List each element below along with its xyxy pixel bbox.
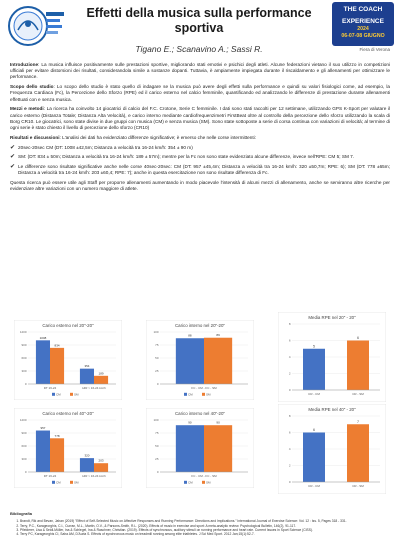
- data-label: 90: [216, 420, 220, 425]
- reference-item: 1. Brandt, Rik and Bevan, Jahan (2019) "Effect of Self-Selected Music on Affective Responses and Running Performance: Directions and Implications." International Journal of Exercise Science: Vol. 12 : Iss. 5, Pages 318 - 331.: [20, 519, 390, 523]
- reference-item: 3. Pfleiderer, Lisa & Seidl-Müller, Ina & Schlegel, Ina & Raschner, Christian. (2019). Effects of synchronous, auditory stimuli on running performance and heart rate. Current Issues in Sport Science (CISS).: [20, 528, 390, 532]
- intro-text: : La musica influisce positivamente sulle prestazioni sportive, migliorando stati emotivi e psichici degli atleti. Alcune federazioni vietano il suo utilizzo in competizioni ufficiali per evitare distorsioni dei risultati, considerandola simile a sostanze dopanti. Tuttavia, è ampiamente impiegata durante il riscaldamento e gli allenamenti per ottimizzare le performance.: [10, 62, 390, 80]
- bar: [204, 338, 232, 384]
- legend-swatch: [52, 393, 55, 396]
- data-label: 1008: [39, 335, 47, 340]
- badge-city: Fiera di Verona: [359, 47, 390, 52]
- data-label: 354: [84, 364, 90, 369]
- result-bullet: [10, 154, 390, 160]
- methods-text: : La ricerca ha coinvolto 14 giocatrici di calcio del F.C. Crotone, Serie C femminile. I dati sono stati raccolti per 12 settimane, utilizzando GPS K-Sport per valutare il carico esterno (Distanza Totale; Distanza Alta Velocità), e carico interno mediante cardiofrequenzimetri FirstBeat oltre al controllo della percezione dello sforzo utilizzando la scala di Borg CR10. Le giocatrici, sono state divise in due gruppi con musica (CM) e senza musica (SM). Sono state sottoposte a serie di corsa continua con variazioni di velocità; al termine di ogni serie è stato chiesto il livello di percezione dello sforzo (CR10): [10, 106, 391, 131]
- badge-line2: EXPERIENCE: [342, 18, 384, 25]
- references-list: [10, 519, 390, 536]
- chart-rpe-40-20: [278, 404, 386, 494]
- y-tick-label: 900: [21, 343, 27, 348]
- legend-swatch: [70, 393, 73, 396]
- poster-title: Effetti della musica sulla performance sportiva: [86, 6, 312, 35]
- bar: [50, 438, 64, 472]
- results-text: : L'analisi dei dati ha evidenziato differenze significative; è emerso che nelle corse intermittenti:: [59, 134, 256, 140]
- chart-svg: [14, 408, 122, 488]
- data-label: 89: [216, 333, 220, 338]
- poster-body: [10, 62, 390, 196]
- bar: [303, 349, 325, 390]
- bullet-text: SM: (DT: 834 ± 50m; Distanza a velocità tra 16-24 km/h: 189 ± 57m); mentre per la Fc non sono state evidenziato alcune differenze, invece nell'RPE: CM 5; SM 7.: [18, 154, 355, 160]
- y-tick-label: 8: [288, 414, 291, 419]
- data-label: 320: [84, 453, 90, 458]
- bar: [94, 376, 108, 384]
- chart-svg: [278, 404, 386, 494]
- data-label: 6: [357, 336, 359, 340]
- chart-title: Carico esterno nel 20"-20": [42, 323, 94, 328]
- y-tick-label: 600: [21, 356, 27, 361]
- poster-authors: Tigano E.; Scanavino A.; Sassi R.: [135, 44, 263, 54]
- chart-internal-load-20-20: [146, 320, 254, 400]
- legend-swatch: [184, 481, 187, 484]
- intro-label: Introduzione: [10, 62, 39, 67]
- chart-svg: [146, 408, 254, 488]
- chart-title: Carico esterno nel 40"-20": [42, 411, 94, 416]
- legend-label: CM: [188, 392, 193, 397]
- y-tick-label: 4: [288, 447, 291, 452]
- university-logo: [6, 4, 68, 48]
- methods-paragraph: [10, 106, 390, 131]
- badge-dates: 06-07-08 GIUGNO: [341, 33, 385, 39]
- reference-item: 2. Terry, P.C., Karageorghis, C.I., Curran, M.L., Martin, O.V., & Parsons-Smith, R.L. (2020). Effects of music in exercise and sport: A meta-analytic review. Psychological Bulletin, 146(2), 91-117.: [20, 524, 390, 528]
- scope-paragraph: [10, 84, 390, 103]
- x-tick-label: CR - CM: [308, 392, 320, 396]
- x-tick-label: CR - CM: [308, 484, 320, 488]
- bar: [36, 340, 50, 384]
- bullet-text: Le differenze sono risultate significative anche nelle corse 40sec-20sec: CM (DT: 957 ±45,4m; Distanza a velocità tra 16-24 km/h: 320 ±50,7m; RPE: 6); SM (DT: 778 ±65m; Distanza a velocità tra 16-24 km/h: 203 ±60,4; RPE: 7); anche in questa esercitazione non sono risultate differenza di Fc.: [18, 164, 390, 176]
- y-tick-label: 50: [155, 444, 159, 449]
- y-tick-label: 0: [24, 470, 27, 475]
- chart-internal-load-40-20: [146, 408, 254, 488]
- bar: [347, 341, 369, 391]
- y-tick-label: 25: [155, 369, 159, 374]
- bar: [94, 463, 108, 472]
- y-tick-label: 300: [21, 369, 27, 374]
- legend-swatch: [202, 481, 205, 484]
- x-tick-label: FC - CM - FC - SM: [191, 474, 217, 478]
- check-icon: ✔: [10, 144, 16, 151]
- x-tick-label: FC - CM - FC - SM: [191, 386, 217, 390]
- data-label: 834: [54, 343, 60, 348]
- bar: [50, 348, 64, 384]
- legend-label: SM: [74, 392, 79, 397]
- references-heading: Bibliografia: [10, 511, 33, 516]
- data-label: 778: [54, 433, 60, 438]
- results-paragraph: [10, 135, 390, 141]
- result-bullet: [10, 164, 390, 176]
- scope-label: Scopo dello studio: [10, 84, 54, 90]
- bullet-text: 20sec-20sec CM (DT: 1008 ±42,5m; Distanza a velocità tra 16-24 km/h: 354 ± 90 m): [18, 144, 193, 150]
- chart-title: Media RPE nel 20" - 20": [308, 315, 356, 320]
- intro-paragraph: [10, 62, 390, 81]
- chart-svg: [278, 312, 386, 402]
- y-tick-label: 25: [155, 457, 159, 462]
- event-badge: [332, 2, 394, 46]
- x-tick-label: CR - SM: [352, 484, 364, 488]
- reference-item: 4. Terry PC, Karageorghis CI, Saha AM, D'Auria S. Effects of synchronous music on treadmill running among elite triathletes. J Sci Med Sport. 2012 Jan;15(1):52-7.: [20, 532, 390, 536]
- results-label: Risultati e discussioni: [10, 134, 60, 140]
- chart-title: Carico interno nel 20"-20": [175, 323, 225, 328]
- data-label: 957: [40, 426, 46, 431]
- data-label: 7: [357, 419, 359, 424]
- chart-svg: [146, 320, 254, 400]
- y-tick-label: 6: [288, 338, 291, 343]
- legend-label: CM: [56, 392, 61, 397]
- chart-svg: [14, 320, 122, 400]
- badge-year: 2024: [357, 26, 369, 32]
- bar: [347, 424, 369, 482]
- data-label: 189: [98, 371, 104, 376]
- y-tick-label: 6: [288, 430, 291, 435]
- chart-title: Media RPE nel 40" - 20": [308, 407, 356, 412]
- y-tick-label: 2: [288, 463, 291, 468]
- y-tick-label: 0: [288, 480, 291, 485]
- legend-label: CM: [56, 480, 61, 485]
- y-tick-label: 0: [24, 382, 27, 387]
- check-icon: ✔: [10, 164, 16, 171]
- bar: [204, 425, 232, 472]
- data-label: 88: [188, 333, 192, 338]
- legend-swatch: [202, 393, 205, 396]
- data-label: 90: [188, 420, 192, 425]
- y-tick-label: 75: [155, 343, 159, 348]
- y-tick-label: 0: [156, 382, 159, 387]
- y-tick-label: 4: [288, 355, 291, 360]
- chart-rpe-20-20: [278, 312, 386, 402]
- bar: [176, 338, 204, 384]
- conclusion-paragraph: Questa ricerca può essere utile agli Staff per proporre allenamenti aumentando in modo piacevole l'intensità di alcuni mezzi di allenamento, anche se serviranno altre ricerche per evidenziare altre variazioni con un numero maggiore di atlete.: [10, 180, 390, 192]
- chart-external-load-40-20: [14, 408, 122, 488]
- badge-line1: THE COACH: [343, 6, 383, 13]
- x-tick-label: HIR > 16-24 km/h: [82, 474, 106, 478]
- y-tick-label: 8: [288, 322, 291, 327]
- y-tick-label: 0: [288, 388, 291, 393]
- y-tick-label: 600: [21, 444, 27, 449]
- legend-label: SM: [74, 480, 79, 485]
- legend-swatch: [52, 481, 55, 484]
- check-icon: ✔: [10, 154, 16, 161]
- legend-label: CM: [188, 480, 193, 485]
- bar: [303, 433, 325, 483]
- legend-swatch: [70, 481, 73, 484]
- bar: [176, 425, 204, 472]
- y-tick-label: 300: [21, 457, 27, 462]
- methods-label: Mezzi e metodi: [10, 106, 44, 112]
- bar: [36, 431, 50, 472]
- scope-text: : Lo scopo dello studio è stato quello di indagare se la musica può avere degli effetti sulla performance e quindi su valori fisiologici come, ad esempio, la Frequenza Cardiaca (Fc), la Percezione dello Sforzo (RPE) ed il carico esterno nel calcio femminile, quantificando ed analizzando le differenze di prestazione durante allenamenti effettuati con e senza musica.: [10, 84, 390, 102]
- y-tick-label: 2: [288, 371, 291, 376]
- chart-title: Carico interno nel 40"-20": [175, 411, 225, 416]
- y-tick-label: 50: [155, 356, 159, 361]
- legend-swatch: [184, 393, 187, 396]
- chart-external-load-20-20: [14, 320, 122, 400]
- x-tick-label: CR - SM: [352, 392, 364, 396]
- y-tick-label: 1200: [19, 330, 27, 335]
- result-bullet: [10, 145, 390, 151]
- data-label: 6: [313, 428, 315, 432]
- x-tick-label: HIR > 16-24 km/h: [82, 386, 106, 390]
- bar: [80, 458, 94, 472]
- data-label: 5: [313, 344, 315, 349]
- references: [10, 512, 390, 536]
- y-tick-label: 100: [153, 418, 159, 423]
- y-tick-label: 100: [153, 330, 159, 335]
- x-tick-label: DT 16-24: [43, 474, 57, 478]
- legend-label: SM: [206, 392, 211, 397]
- data-label: 203: [98, 458, 104, 463]
- y-tick-label: 1200: [19, 418, 27, 423]
- x-tick-label: DT 16-24: [43, 386, 57, 390]
- y-tick-label: 900: [21, 431, 27, 436]
- y-tick-label: 75: [155, 431, 159, 436]
- y-tick-label: 0: [156, 470, 159, 475]
- bar: [80, 369, 94, 384]
- legend-label: SM: [206, 480, 211, 485]
